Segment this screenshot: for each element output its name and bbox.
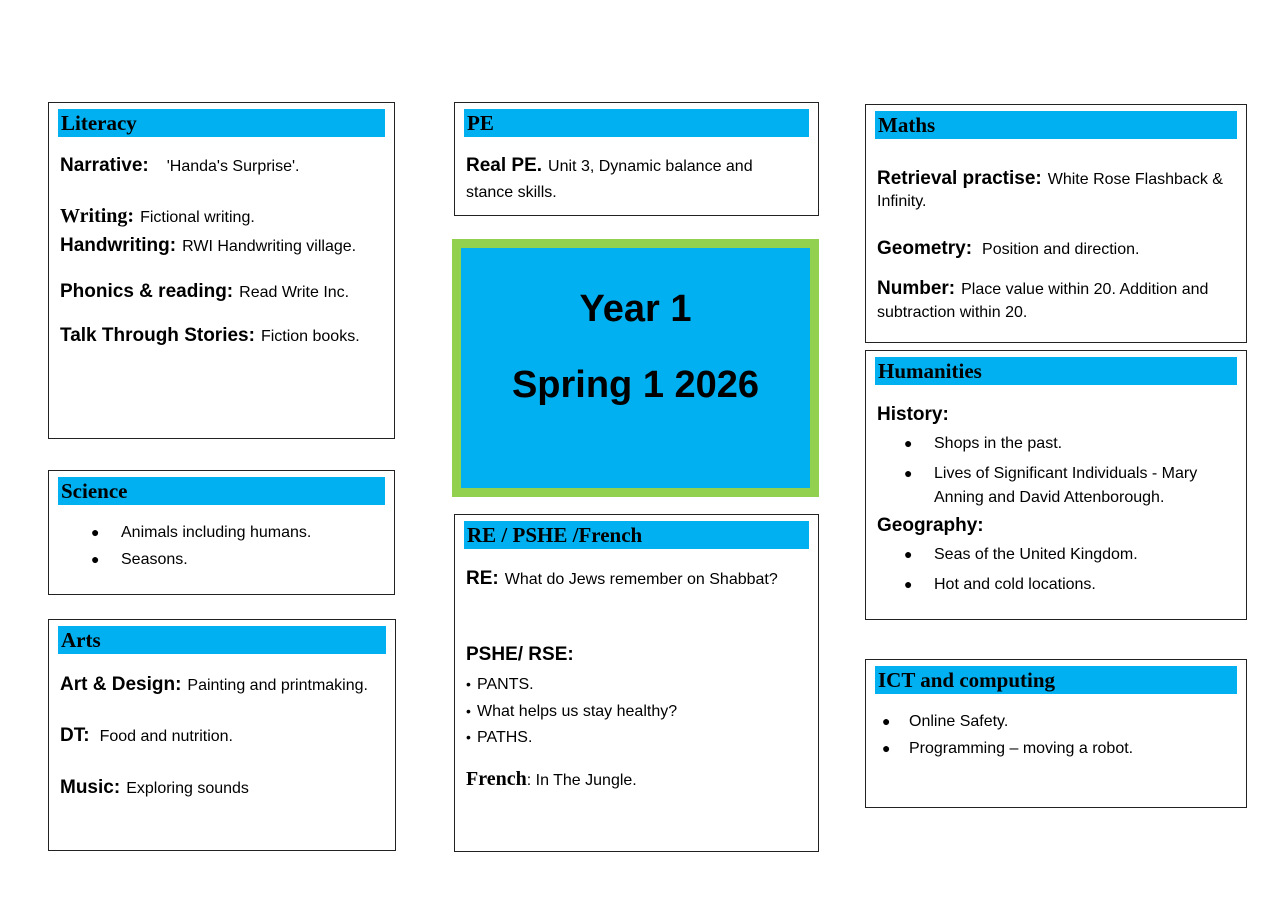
music-text: Exploring sounds [126, 780, 249, 797]
humanities-heading: Humanities [875, 357, 1237, 385]
geography-item: Hot and cold locations. [934, 576, 1096, 593]
retrieval-label: Retrieval practise: [877, 168, 1042, 189]
writing-label: Writing: [60, 205, 135, 227]
art-row [60, 672, 387, 699]
title-frame [452, 239, 819, 497]
re-text: What do Jews remember on Shabbat? [504, 571, 778, 588]
geometry-text: Position and direction. [982, 241, 1140, 258]
dt-text: Food and nutrition. [99, 728, 233, 745]
narrative-row [60, 153, 386, 180]
bullet-icon: ● [91, 524, 100, 540]
bullet-icon: • [466, 703, 471, 719]
pe-text-line1: Unit 3, Dynamic balance and [548, 158, 753, 175]
bullet-icon: • [466, 729, 471, 745]
music-row [60, 775, 387, 802]
pe-panel [454, 102, 819, 216]
list-item [904, 430, 1062, 457]
science-panel [48, 470, 395, 595]
re-row [466, 566, 810, 593]
re-pshe-panel [454, 514, 819, 852]
art-text: Painting and printmaking. [187, 677, 368, 694]
geometry-label: Geometry: [877, 238, 973, 259]
science-item: Animals including humans. [121, 524, 312, 541]
pe-label: Real PE. [466, 155, 543, 176]
geometry-row [877, 236, 1238, 263]
bullet-icon: ● [904, 435, 913, 451]
writing-row [60, 203, 386, 231]
history-item: Lives of Significant Individuals - Mary [934, 465, 1198, 482]
bullet-icon: ● [882, 740, 891, 756]
list-item [904, 541, 1138, 568]
maths-panel [865, 104, 1247, 343]
bullet-icon: ● [904, 576, 913, 592]
history-item: Shops in the past. [934, 435, 1063, 452]
bullet-icon: ● [91, 551, 100, 567]
dt-label: DT: [60, 725, 90, 746]
humanities-panel [865, 350, 1247, 620]
pe-text-line2: stance skills. [466, 184, 557, 201]
maths-heading: Maths [875, 111, 1237, 139]
phonics-text: Read Write Inc. [239, 284, 350, 301]
french-label: French [466, 768, 527, 790]
number-row [877, 276, 1238, 303]
number-text-line1: Place value within 20. Addition and [961, 281, 1209, 298]
stories-label: Talk Through Stories: [60, 325, 255, 346]
handwriting-text: RWI Handwriting village. [182, 238, 357, 255]
literacy-panel [48, 102, 395, 439]
list-item-continuation: Anning and David Attenborough. [934, 489, 1165, 506]
list-item [882, 708, 1008, 735]
geography-item: Seas of the United Kingdom. [934, 546, 1138, 563]
bullet-icon: • [466, 676, 471, 692]
title-panel [461, 248, 810, 488]
history-row [877, 402, 1238, 429]
list-item [466, 671, 534, 698]
list-item [904, 460, 1197, 487]
music-label: Music: [60, 777, 121, 798]
number-text-line2: subtraction within 20. [877, 304, 1028, 321]
french-text: : In The Jungle. [526, 772, 637, 789]
phonics-label: Phonics & reading: [60, 281, 234, 302]
list-item [466, 724, 532, 751]
geography-row [877, 513, 1238, 540]
phonics-row [60, 279, 386, 306]
ict-heading: ICT and computing [875, 666, 1237, 694]
ict-panel [865, 659, 1247, 808]
french-row [466, 766, 810, 794]
list-item [904, 571, 1096, 598]
list-item [91, 519, 311, 546]
pshe-row [466, 642, 810, 669]
arts-panel [48, 619, 396, 851]
stories-row [60, 323, 386, 350]
bullet-icon: ● [882, 713, 891, 729]
ict-item: Programming – moving a robot. [909, 740, 1134, 757]
science-item: Seasons. [121, 551, 188, 568]
narrative-text: 'Handa's Surprise'. [166, 158, 300, 175]
list-item [882, 735, 1133, 762]
pe-heading: PE [464, 109, 809, 137]
history-label: History: [877, 404, 949, 425]
geography-label: Geography: [877, 515, 984, 536]
pe-row [466, 153, 810, 180]
art-label: Art & Design: [60, 674, 182, 695]
number-label: Number: [877, 278, 956, 299]
pshe-item: PANTS. [477, 676, 534, 693]
pshe-item: What helps us stay healthy? [477, 703, 678, 720]
handwriting-row [60, 233, 386, 260]
dt-row [60, 723, 387, 750]
re-pshe-heading: RE / PSHE /French [464, 521, 809, 549]
term-title: Spring 1 2026 [511, 364, 760, 406]
retrieval-text-line1: White Rose Flashback & [1047, 171, 1223, 188]
year-title: Year 1 [579, 288, 692, 330]
bullet-icon: ● [904, 465, 913, 481]
stories-text: Fiction books. [260, 328, 360, 345]
list-item [91, 546, 188, 573]
writing-text: Fictional writing. [140, 209, 255, 226]
pshe-label: PSHE/ RSE: [466, 644, 574, 665]
re-label: RE: [466, 568, 499, 589]
list-item [466, 698, 677, 725]
ict-item: Online Safety. [909, 713, 1009, 730]
bullet-icon: ● [904, 546, 913, 562]
handwriting-label: Handwriting: [60, 235, 177, 256]
narrative-label: Narrative: [60, 155, 149, 176]
pshe-item: PATHS. [477, 729, 533, 746]
science-heading: Science [58, 477, 385, 505]
arts-heading: Arts [58, 626, 386, 654]
literacy-heading: Literacy [58, 109, 385, 137]
retrieval-text-line2: Infinity. [877, 193, 927, 210]
